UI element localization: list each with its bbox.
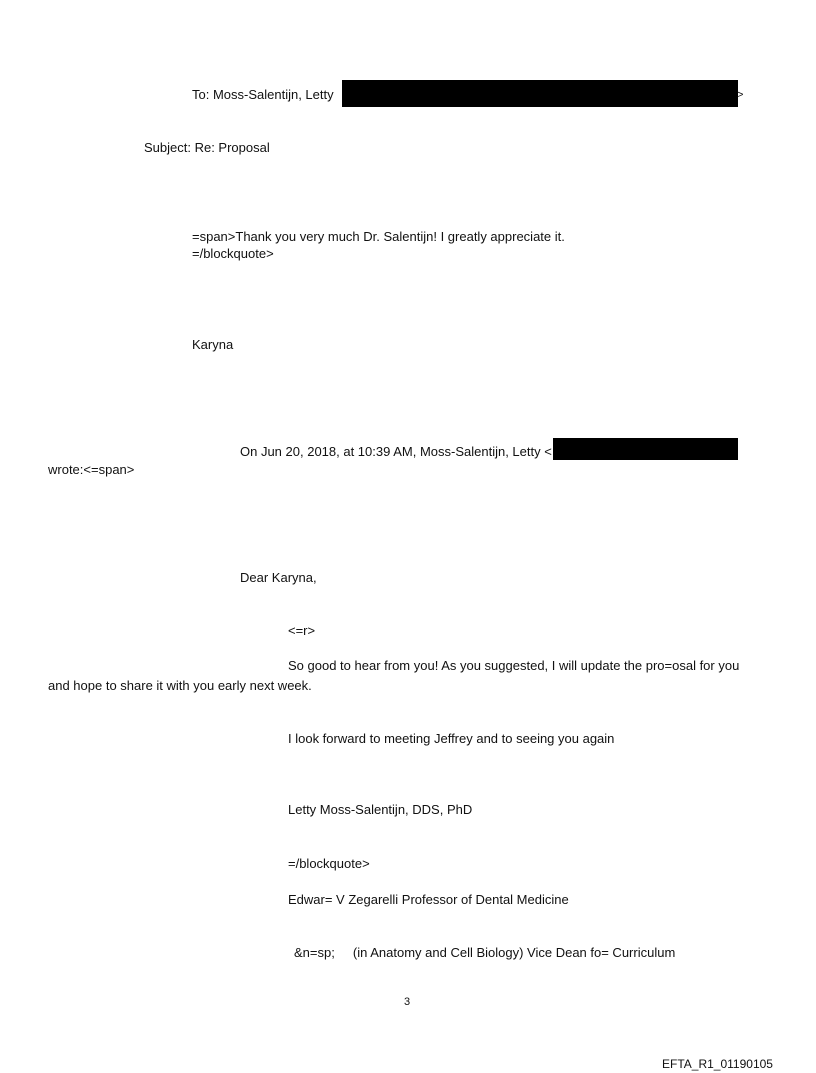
blockquote-close-text: =/blockquote> [288,856,370,871]
quoted-header-line-2: wrote:<=span> [48,462,135,477]
signature-role: &n=sp; (in Anatomy and Cell Biology) Vice Dean fo= Curriculum [294,945,676,960]
body-line-1: So good to hear from you! As you suggested, I will update the pro=osal for you [288,658,740,673]
greeting: Dear Karyna, [240,570,317,585]
br-tag-text: <=r> [288,623,316,638]
redaction-to-address [342,80,738,107]
body-line-3: I look forward to meeting Jeffrey and to seeing you again [288,731,615,746]
subject-line: Subject: Re: Proposal [144,140,270,155]
quoted-header-line-1: On Jun 20, 2018, at 10:39 AM, Moss-Salentijn, Letty < [240,444,552,459]
reply-line-1: =span>Thank you very much Dr. Salentijn! I greatly appreciate it. [192,229,565,244]
redaction-quoted-address [553,438,738,460]
to-line: To: Moss-Salentijn, Letty [192,87,334,102]
body-line-2: and hope to share it with you early next week. [48,678,312,693]
signature-name: Letty Moss-Salentijn, DDS, PhD [288,802,473,817]
signature-title: Edwar= V Zegarelli Professor of Dental Medicine [288,892,569,907]
to-line-suffix: > [737,89,744,101]
document-id: EFTA_R1_01190105 [662,1057,773,1071]
reply-line-2: =/blockquote> [192,246,274,261]
page-number: 3 [404,996,411,1008]
sender-name: Karyna [192,337,234,352]
